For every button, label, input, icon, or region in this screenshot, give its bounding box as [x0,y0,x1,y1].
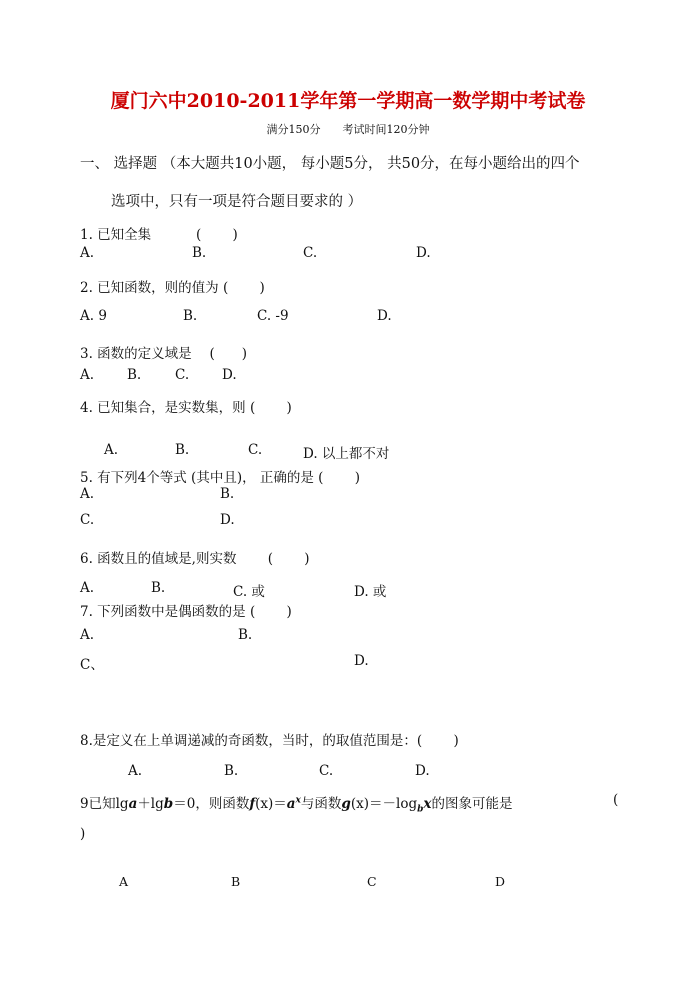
question-2-option-b: B. [183,308,198,324]
question-1-option-c: C. [303,245,318,261]
question-6-option-c: C. 或 [233,584,265,600]
question-2-stem: 2. 已知函数，则的值为 ( ) [80,280,265,296]
question-8-option-a: A. [128,763,143,779]
question-4-stem: 4. 已知集合，是实数集，则 ( ) [80,400,292,416]
question-9-stem: 9已知lga＋lgb＝0，则函数$f(x)=a^x$与函数$g(x)=-\log_bx$的图象可能是 [80,795,513,815]
question-4-option-d: D. 以上都不对 [303,446,390,462]
question-4-option-a: A. [104,442,119,458]
question-3-option-c: C. [175,367,190,383]
question-1-stem: 1. 已知全集 ( ) [80,227,238,243]
question-7-option-b: B. [238,627,253,643]
question-6-option-d: D. 或 [354,584,387,600]
question-5-option-a: A. [80,486,95,502]
question-4-option-c: C. [248,442,263,458]
page-title: 厦门六中2010-2011学年第一学期高一数学期中考试卷 [110,90,586,112]
question-9-option-c: C [367,874,377,889]
question-5-option-c: C. [80,512,95,528]
question-6-option-a: A. [80,580,95,596]
question-5-option-d: D. [220,512,235,528]
question-2-option-d: D. [377,308,392,324]
question-3-option-b: B. [127,367,142,383]
question-7-stem: 7. 下列函数中是偶函数的是 ( ) [80,604,292,620]
question-7-option-d: D. [354,653,369,669]
question-2-option-a: A. 9 [80,308,107,324]
question-9-option-b: B [231,874,241,889]
question-8-option-c: C. [319,763,334,779]
question-3-option-a: A. [80,367,95,383]
question-6-stem: 6. 函数且的值域是,则实数 ( ) [80,551,310,567]
question-4-option-b: B. [175,442,190,458]
section-heading: 一、 选择题 （本大题共10小题， 每小题5分， 共50分，在每小题给出的四个 [80,156,580,172]
question-3-option-d: D. [222,367,237,383]
question-1-option-b: B. [192,245,207,261]
question-1-option-d: D. [416,245,431,261]
question-1-option-a: A. [80,245,95,261]
question-8-option-d: D. [415,763,430,779]
question-5-stem: 5. 有下列4个等式 (其中且)， 正确的是 ( ) [80,470,360,486]
question-7-option-c: C、 [80,657,104,673]
question-5-option-b: B. [220,486,235,502]
question-3-stem: 3. 函数的定义域是 ( ) [80,346,247,362]
question-8-stem: 8.是定义在上单调递减的奇函数，当时，的取值范围是：( ) [80,733,459,749]
question-9-answer-paren-close: ) [80,826,86,842]
question-7-option-a: A. [80,627,95,643]
exam-info: 满分150分 考试时间120分钟 [266,123,430,136]
question-8-option-b: B. [224,763,239,779]
question-9-option-a: A [119,874,129,889]
question-2-option-c: C. -9 [257,308,289,324]
section-heading-continued: 选项中，只有一项是符合题目要求的 ） [111,194,363,210]
question-9-answer-paren-open: ( [613,792,619,808]
question-9-option-d: D [495,874,506,889]
question-6-option-b: B. [151,580,166,596]
